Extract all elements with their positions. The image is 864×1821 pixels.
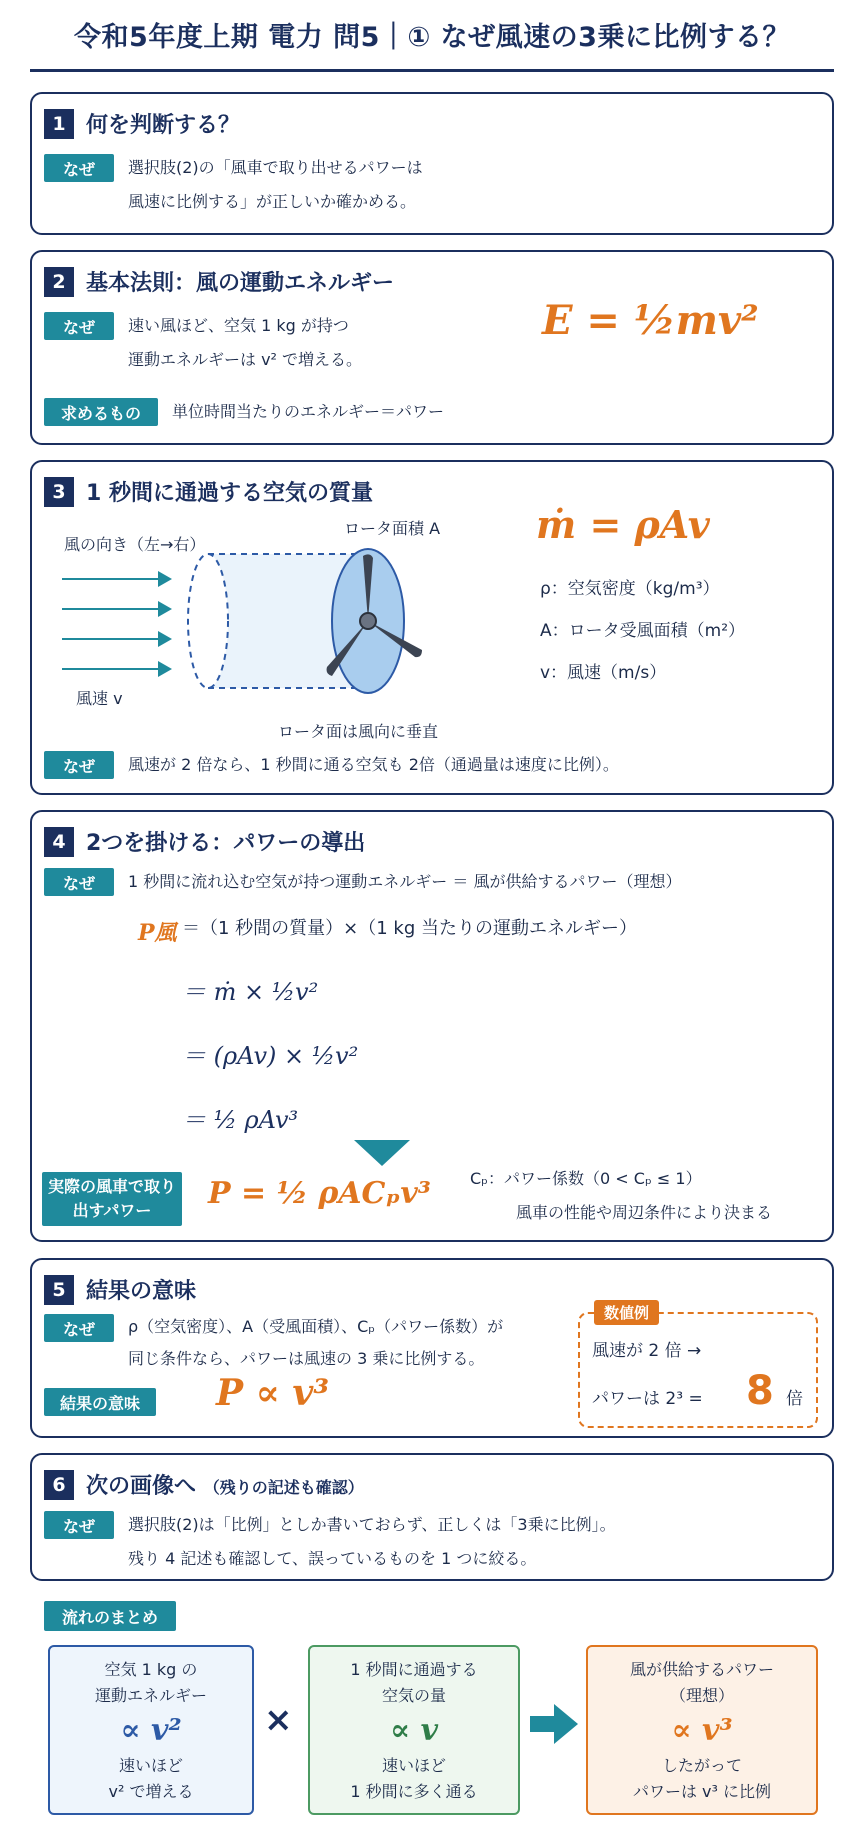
right-arrow-icon [530,1716,556,1732]
why-tag: なぜ [44,1314,114,1342]
wind-arrow [62,668,162,670]
s1-line1: 選択肢(2)の「風車で取り出せるパワーは [128,158,423,177]
velocity-definition: v：風速（m/s） [540,663,667,683]
flow-box3-line4: パワーは v³ に比例 [632,1782,772,1801]
area-definition: A：ロータ受風面積（m²） [540,621,746,641]
section-1-heading [44,108,240,139]
flow-box-kinetic-energy [48,1645,254,1815]
flow-box1-line1: 空気 1 kg の [104,1660,198,1679]
section-2-card [30,250,834,445]
down-arrow-icon [354,1140,410,1166]
flow-box3-prop: ∝ v³ [671,1713,733,1748]
flow-box3-line1: 風が供給するパワー [629,1660,774,1679]
example-big-number: 8 [746,1368,774,1414]
derivation-step-3: ＝ (ρAv) × ½v² [182,1042,359,1070]
flow-box3-line3: したがって [661,1756,742,1775]
s5-line1: ρ（空気密度）、A（受風面積）、Cₚ（パワー係数）が [128,1317,504,1336]
example-unit: 倍 [786,1389,803,1409]
actual-power-tag [42,1172,182,1226]
flow-box2-line3: 速いほど [381,1756,446,1775]
times-sign: × [264,1700,293,1740]
section-5-card [30,1258,834,1438]
section-title: 基本法則：風の運動エネルギー [86,271,395,296]
cp-definition: Cₚ：パワー係数（0 < Cₚ ≤ 1） [470,1169,702,1188]
why-tag: なぜ [44,154,114,182]
why-tag: なぜ [44,751,114,779]
section-title: 結果の意味 [86,1279,197,1304]
section-number: 1 [44,109,74,139]
flow-box2-line1: 1 秒間に通過する [350,1660,478,1679]
actual-power-formula: P = ½ ρACₚv³ [208,1176,431,1211]
section-title-sub: （残りの記述も確認） [203,1478,364,1497]
flow-summary-tag: 流れのまとめ [44,1601,176,1631]
section-number: 3 [44,477,74,507]
example-line1: 風速が 2 倍 → [592,1341,702,1361]
wind-direction-label: 風の向き（左→右） [64,535,206,554]
seek-tag: 求めるもの [44,398,158,426]
flow-box-wind-power [586,1645,818,1815]
section-number: 2 [44,267,74,297]
section-title: 何を判断する？ [86,113,241,138]
section-number: 6 [44,1470,74,1500]
p-wind-symbol: P風 [138,920,177,946]
rho-definition: ρ：空気密度（kg/m³） [540,579,720,599]
section-6-heading [44,1469,364,1500]
derivation-step-4: ＝ ½ ρAv³ [182,1106,299,1134]
s2-line2: 運動エネルギーは v² で増える。 [128,350,363,369]
flow-box1-line2: 運動エネルギー [94,1686,207,1705]
page-header [30,0,834,72]
flow-box2-prop: ∝ v [389,1713,439,1748]
s6-line2: 残り 4 記述も確認して、誤っているものを 1 つに絞る。 [128,1549,537,1568]
flow-box3-line2: （理想） [669,1686,734,1705]
s6-line1: 選択肢(2)は「比例」としか書いておらず、正しくは「3乗に比例」。 [128,1515,616,1534]
section-4-heading [44,826,365,857]
flow-box2-line2: 空気の量 [381,1686,446,1705]
s1-line2: 風速に比例する」が正しいか確かめる。 [128,192,417,211]
why-tag: なぜ [44,1511,114,1539]
section-title-main: 次の画像へ [86,1474,197,1499]
s4-why-text: 1 秒間に流れ込む空気が持つ運動エネルギー ＝ 風が供給するパワー（理想） [128,872,682,891]
why-tag: なぜ [44,312,114,340]
wind-speed-label: 風速 v [76,689,123,708]
wind-arrow [62,608,162,610]
mass-flow-formula: ṁ = ρAv [536,502,710,547]
section-title: 1 秒間に通過する空気の質量 [86,481,373,506]
derivation-step-1: ＝（1 秒間の質量）×（1 kg 当たりの運動エネルギー） [182,918,637,939]
flow-box-air-volume [308,1645,520,1815]
section-title [86,1469,364,1500]
flow-box2-line4: 1 秒間に多く通る [350,1782,478,1801]
section-1-card [30,92,834,235]
rotor-area-label: ロータ面積 A [344,519,441,538]
flow-box1-prop: ∝ v² [120,1713,182,1748]
why-tag: なぜ [44,868,114,896]
air-cylinder-diagram [182,546,482,696]
section-title: 2つを掛ける：パワーの導出 [86,831,366,856]
actual-power-label: 実際の風車で取り出すパワー [48,1177,177,1220]
numeric-example-tag: 数値例 [594,1300,659,1325]
wind-arrow [62,578,162,580]
right-arrow-head [554,1704,578,1744]
section-3-card [30,460,834,795]
section-number: 5 [44,1275,74,1305]
section-2-heading [44,266,394,297]
numeric-example-box [578,1304,818,1428]
section-4-card [30,810,834,1242]
flow-box1-line4: v² で増える [108,1782,194,1801]
section-5-heading [44,1274,196,1305]
page-title: 令和5年度上期 電力 問5｜① なぜ風速の3乗に比例する？ [74,22,790,53]
s2-line1: 速い風ほど、空気 1 kg が持つ [128,316,349,335]
section-6-card [30,1453,834,1581]
flow-box1-line3: 速いほど [118,1756,183,1775]
s3-why-text: 風速が 2 倍なら、1 秒間に通る空気も 2倍（通過量は速度に比例）。 [128,755,619,774]
kinetic-energy-formula: E = ½mv² [542,297,759,344]
example-line2: パワーは 2³ = [592,1389,703,1409]
cp-note: 風車の性能や周辺条件により決まる [516,1203,773,1222]
proportionality-formula: P ∝ v³ [216,1372,330,1414]
s5-line2: 同じ条件なら、パワーは風速の 3 乗に比例する。 [128,1349,485,1368]
s2-seek-text: 単位時間当たりのエネルギー＝パワー [172,402,445,421]
wind-arrow [62,638,162,640]
derivation-step-2: ＝ ṁ × ½v² [182,978,319,1006]
rotor-perpendicular-label: ロータ面は風向に垂直 [278,722,439,741]
section-3-heading [44,476,373,507]
section-number: 4 [44,827,74,857]
meaning-tag: 結果の意味 [44,1388,156,1416]
